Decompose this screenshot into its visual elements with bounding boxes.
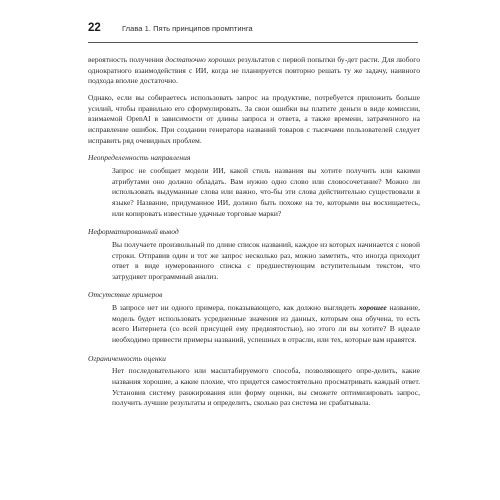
section-title: Отсутствие примеров	[88, 290, 163, 300]
header-rule	[88, 42, 418, 43]
page-body	[88, 55, 420, 417]
running-header	[88, 21, 420, 39]
emphasis-text: хорошее	[358, 303, 387, 313]
section-text	[88, 303, 420, 346]
page-number: 22	[88, 22, 101, 34]
emphasis-text: достаточно хороших	[165, 55, 236, 64]
chapter-title: Глава 1. Пять принципов промптинга	[122, 24, 253, 33]
paragraph-text: результатов с первой попытки бу-дет расти. Для любого однократного взаимодействия с ИИ, когда не планируется повторно решать ту же задачу, наивного подхода вполне достаточно.	[88, 55, 420, 86]
section-text: Запрос не сообщает модели ИИ, какой стиль названия вы хотите получить или какими атрибутами оно должно обладать. Вам нужно одно слово или словосочетание? Можно ли использовать выдуманные слова или важно, что-бы эти слова действительно существовали в языке? Название, придуманное ИИ, должно быть похоже на те, которыми вы восхищаетесь, или копировать известные удачные торговые марки?	[112, 165, 420, 218]
section-direction	[88, 153, 420, 219]
paragraph-production: Однако, если вы собираетесь использовать запрос на продуктиве, потребуется приложить больше усилий, чтобы правильно его сформулировать. За свои ошибки вы платите деньги в виде комиссии, взимаемой OpenAI в зависимости от длины запроса и ответа, а также времени, затраченного на исправление ошибок. При создании генератора названий товаров с тысячами пользователей следует исправить ряд очевидных проблем.	[88, 92, 420, 145]
section-text-part: В запросе нет ни одного примера, показывающего, как должно выглядеть	[112, 303, 359, 313]
section-format	[88, 227, 420, 282]
section-title: Неформатированный вывод	[88, 227, 179, 237]
section-title: Ограниченность оценки	[88, 353, 166, 363]
section-title: Неопределенность направления	[88, 153, 191, 163]
section-text: Нет последовательного или масштабируемого способа, позволяющего опре-делить, какие названия хорошие, а какие плохие, что придется самостоятельно просматривать каждый ответ. Установив систему ранжирования или форму оценки, вы сможете оптимизировать запрос, получить лучшие результаты и определить, сколько раз система не срабатывала.	[112, 366, 420, 408]
paragraph-text: вероятность получения	[88, 55, 166, 64]
section-examples	[88, 290, 420, 345]
section-text: Вы получаете произвольный по длине список названий, каждое из которых начинается с новой строки. Отправив один и тот же запрос несколько раз, можно заметить, что иногда приходит ответ в виде нумерованного списка с предшествующим вступительным текстом, что затрудняет программный анализ.	[112, 239, 420, 281]
section-text-part: название, модель будет использовать усредненные значения из данных, которым она обучена, то есть всего Интернета (со всей присущей ему предвзятостью), но этого ли вы хотите? В идеале необходимо привести примеры названий, успешных в отрасли, или тех, которые вам нравятся.	[112, 303, 421, 345]
section-evaluation	[88, 354, 420, 409]
paragraph-intro	[88, 55, 420, 87]
